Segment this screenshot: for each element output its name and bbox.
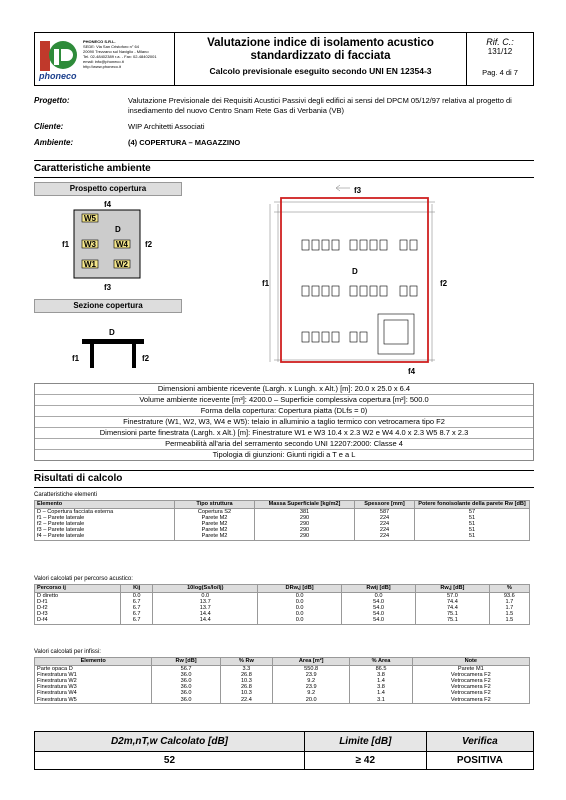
table-cell: 56.7 (152, 665, 220, 672)
company-block (35, 33, 175, 85)
ambient-line: Volume ambiente ricevente [m³]: 4200.0 – Superficie complessiva copertura [m²]: 500.0 (35, 395, 533, 406)
table-cell: 224 (355, 533, 415, 540)
table-cell: Copertura S2 (175, 508, 255, 515)
table-cell: 14.4 (153, 611, 258, 617)
table-cell: 26.8 (220, 684, 272, 690)
table-cell: 22.4 (220, 697, 272, 704)
table-cell: 9.2 (272, 678, 349, 684)
sezione-diagram (34, 313, 182, 369)
company-line: email: info@phoneco.it (83, 59, 124, 64)
sezione-title: Sezione copertura (34, 299, 182, 313)
table-cell: 587 (355, 508, 415, 515)
path-table (34, 584, 530, 625)
divider (34, 487, 534, 488)
label-f4: f4 (104, 200, 112, 209)
table-cell: 6.7 (120, 599, 152, 605)
table-cell: f1 – Parete laterale (35, 515, 175, 521)
section-label-d: D (109, 328, 115, 337)
table-cell: Vetrocamera F2 (412, 690, 529, 696)
table-cell: 0.0 (258, 599, 342, 605)
col-header: 10log(Ss/lo/lj) (153, 585, 258, 593)
cliente-label: Cliente: (34, 122, 64, 131)
table-cell: Vetrocamera F2 (412, 684, 529, 690)
table-cell: 14.4 (153, 617, 258, 624)
table-cell: 1.4 (350, 678, 412, 684)
cliente-value: WIP Architetti Associati (128, 122, 205, 131)
ambient-line: Dimensioni parte finestrata (Largh. x Alt.) [m]: Finestrature W1 e W3 10.4 x 2.3 W2 e W4 4.0 x 2.3 W5 8.7 x 2.3 (35, 428, 533, 439)
limite-value: ≥ 42 (304, 752, 426, 770)
table2-body (35, 592, 530, 624)
table-cell: 54.0 (341, 599, 415, 605)
table-cell: 3.8 (350, 684, 412, 690)
table2-caption: Valori calcolati per percorso acustico: (34, 576, 133, 582)
table-cell: D – Copertura facciata esterna (35, 508, 175, 515)
table-cell: 51 (415, 515, 530, 521)
verifica-value: POSITIVA (426, 752, 533, 770)
elev-label-d: D (352, 267, 358, 276)
table-cell: 381 (255, 508, 355, 515)
col-header: Potere fonoisolante della parete Rw [dB] (415, 501, 530, 509)
label-f3: f3 (104, 283, 112, 292)
table-cell: 0.0 (258, 617, 342, 624)
elev-label-f2: f2 (440, 279, 448, 288)
col-header: Area [m²] (272, 658, 349, 666)
final-result-table (34, 731, 534, 770)
table-cell: 57 (415, 508, 530, 515)
table-cell: 9.2 (272, 690, 349, 696)
table-cell: 10.3 (220, 678, 272, 684)
elev-label-f3: f3 (354, 186, 362, 195)
divider (34, 160, 534, 161)
table-cell: D-f2 (35, 605, 121, 611)
table-cell: Vetrocamera F2 (412, 678, 529, 684)
table-cell: f3 – Parete laterale (35, 527, 175, 533)
company-address (83, 39, 157, 69)
elev-label-f1: f1 (262, 279, 270, 288)
table-cell: 26.8 (220, 672, 272, 678)
col-header: DRw,j [dB] (258, 585, 342, 593)
col-header: Rw [dB] (152, 658, 220, 666)
table3-header (35, 658, 530, 666)
table-cell: 36.0 (152, 697, 220, 704)
col-header: % Rw (220, 658, 272, 666)
table-cell: 51 (415, 533, 530, 540)
table-cell: f4 – Parete laterale (35, 533, 175, 540)
table-cell: Finestratura W3 (35, 684, 152, 690)
table-cell: 224 (355, 527, 415, 533)
table-cell: 224 (355, 515, 415, 521)
table-cell: Parte opaca D (35, 665, 152, 672)
calcolato-value: 52 (35, 752, 305, 770)
company-line: Tel. 02-48402389 r.a. - Fax: 02-48402001 (83, 54, 157, 59)
col-header: Spessore [mm] (355, 501, 415, 509)
elevation-drawing (260, 182, 536, 378)
table-cell: f2 – Parete laterale (35, 521, 175, 527)
table-row (35, 697, 530, 704)
table-cell: 54.0 (341, 617, 415, 624)
col-header: Percorso ij (35, 585, 121, 593)
table-row (35, 665, 530, 672)
table-cell: 224 (355, 521, 415, 527)
table-cell: 23.9 (272, 672, 349, 678)
table-cell: 6.7 (120, 605, 152, 611)
company-line: http://www.phoneco.it (83, 64, 122, 69)
table-cell: Vetrocamera F2 (412, 697, 529, 704)
col-header: % (489, 585, 529, 593)
company-line: PHONECO S.R.L. (83, 39, 116, 44)
table-cell: Parete M2 (175, 527, 255, 533)
label-w3: W3 (84, 240, 96, 249)
table-cell: 86.5 (350, 665, 412, 672)
table-cell: Parete M2 (175, 515, 255, 521)
table-cell: 290 (255, 515, 355, 521)
limite-header: Limite [dB] (304, 732, 426, 752)
progetto-value: Valutazione Previsionale dei Requisiti Acustici Passivi degli edifici ai sensi del DPCM 05/12/97 relativa al progetto di insediamento del nuovo Centro Snam Rete Gas di Verbania (VB) (128, 96, 512, 115)
table-cell: Parete M2 (175, 521, 255, 527)
reference-block (467, 33, 533, 85)
table-cell: Finestratura W4 (35, 690, 152, 696)
table-cell: Vetrocamera F2 (412, 672, 529, 678)
table-cell: 36.0 (152, 690, 220, 696)
label-d: D (115, 225, 121, 234)
table-cell: 3.3 (220, 665, 272, 672)
table-cell: 6.7 (120, 617, 152, 624)
table-row (35, 533, 530, 540)
label-f1: f1 (62, 240, 70, 249)
table-cell: 13.7 (153, 605, 258, 611)
table-cell: Finestratura W2 (35, 678, 152, 684)
table-cell: 290 (255, 533, 355, 540)
table3-body (35, 665, 530, 703)
table-cell: 6.7 (120, 611, 152, 617)
table-cell: 10.3 (220, 690, 272, 696)
table-cell: 0.0 (341, 592, 415, 599)
col-header: Kij (120, 585, 152, 593)
progetto-label: Progetto: (34, 96, 70, 105)
table-cell: 290 (255, 527, 355, 533)
section-title-risultati: Risultati di calcolo (34, 473, 123, 484)
table-cell: 0.0 (120, 592, 152, 599)
table-cell: Parete M2 (175, 533, 255, 540)
table-cell: 3.8 (350, 672, 412, 678)
table-cell: Finestratura W5 (35, 697, 152, 704)
table1-caption: Caratteristiche elementi (34, 492, 98, 498)
table-cell: 36.0 (152, 672, 220, 678)
table-cell: 0.0 (258, 605, 342, 611)
table-row (35, 617, 530, 624)
ambiente-value: (4) COPERTURA – MAGAZZINO (128, 138, 241, 147)
section-title-ambiente: Caratteristiche ambiente (34, 163, 151, 174)
col-header: % Area (350, 658, 412, 666)
divider (34, 470, 534, 471)
table-cell: 36.0 (152, 684, 220, 690)
elements-table (34, 500, 530, 541)
table-cell: 93.6 (489, 592, 529, 599)
table-cell: 51 (415, 521, 530, 527)
label-w2: W2 (116, 260, 128, 269)
table-cell: 57.0 (416, 592, 490, 599)
ambient-line: Permeabilità all'aria del serramento secondo UNI 12207:2000: Classe 4 (35, 439, 533, 450)
label-w5: W5 (84, 214, 96, 223)
ambiente-label: Ambiente: (34, 138, 74, 147)
table-cell: 1.4 (350, 690, 412, 696)
table2-header (35, 585, 530, 593)
ref-value: 131/12 (487, 47, 513, 56)
table-cell: D-f1 (35, 599, 121, 605)
table-cell: 1.7 (489, 605, 529, 611)
col-header: Note (412, 658, 529, 666)
label-w4: W4 (116, 240, 128, 249)
table-cell: 1.5 (489, 617, 529, 624)
col-header: Tipo struttura (175, 501, 255, 509)
divider (34, 177, 534, 178)
document-header (34, 32, 534, 86)
table-cell: 74.4 (416, 605, 490, 611)
label-f2: f2 (145, 240, 153, 249)
section-label-f1: f1 (72, 354, 80, 363)
document-title (175, 33, 467, 85)
ambient-line: Finestrature (W1, W2, W3, W4 e W5): telaio in alluminio a taglio termico con vetrocamera tipo F2 (35, 417, 533, 428)
ambient-data (34, 383, 534, 461)
col-header: Massa Superficiale [kg/m2] (255, 501, 355, 509)
ambient-line: Tipologia di giunzioni: Giunti rigidi a T e a L (212, 450, 356, 459)
col-header: Rwij [dB] (341, 585, 415, 593)
table-cell: D-f3 (35, 611, 121, 617)
elev-label-f4: f4 (408, 367, 416, 376)
logo-name: phoneco (39, 71, 77, 81)
ambient-line: Dimensioni ambiente ricevente (Largh. x Lungh. x Alt.) [m]: 20.0 x 25.0 x 6.4 (35, 384, 533, 395)
table-row (35, 592, 530, 599)
ambient-line: Forma della copertura: Copertura piatta (DLfs = 0) (35, 406, 533, 417)
page-number: Pag. 4 di 7 (482, 68, 518, 77)
table-cell: 23.9 (272, 684, 349, 690)
table1-body (35, 508, 530, 540)
table-cell: 54.0 (341, 611, 415, 617)
table-cell: 75.1 (416, 617, 490, 624)
prospetto-diagram (34, 196, 182, 300)
table-row (35, 508, 530, 515)
prospetto-title: Prospetto copertura (34, 182, 182, 196)
table-cell: 0.0 (153, 592, 258, 599)
company-line: SEDE: Via San Cristoforo n° 64 (83, 44, 139, 49)
col-header: Rw,j [dB] (416, 585, 490, 593)
table-cell: 75.1 (416, 611, 490, 617)
table-cell: 74.4 (416, 599, 490, 605)
table-cell: D-f4 (35, 617, 121, 624)
table-cell: 36.0 (152, 678, 220, 684)
title-line-2: standardizzato di facciata (250, 50, 391, 62)
label-w1: W1 (84, 260, 96, 269)
verifica-header: Verifica (426, 732, 533, 752)
table-cell: 13.7 (153, 599, 258, 605)
col-header: Elemento (35, 658, 152, 666)
table-cell: 290 (255, 521, 355, 527)
col-header: Elemento (35, 501, 175, 509)
table-cell: 1.5 (489, 611, 529, 617)
table-cell: 51 (415, 527, 530, 533)
table-cell: 0.0 (258, 611, 342, 617)
project-info (34, 96, 534, 154)
table-cell: 20.0 (272, 697, 349, 704)
ref-label: Rif. C.: (486, 37, 514, 47)
table-cell: 0.0 (258, 592, 342, 599)
table-cell: 1.7 (489, 599, 529, 605)
document-subtitle: Calcolo previsionale eseguito secondo UNI EN 12354-3 (209, 66, 432, 76)
table-cell: 3.1 (350, 697, 412, 704)
table-cell: Parete M1 (412, 665, 529, 672)
table-cell: 54.0 (341, 605, 415, 611)
windows-table (34, 657, 530, 704)
calcolato-header: D2m,nT,w Calcolato [dB] (35, 732, 305, 752)
table-cell: 550.8 (272, 665, 349, 672)
table-cell: D diretto (35, 592, 121, 599)
company-line: 20090 Trezzano sul Naviglio - Milano (83, 49, 149, 54)
section-label-f2: f2 (142, 354, 150, 363)
title-line-1: Valutazione indice di isolamento acustico (207, 37, 434, 49)
table-cell: Finestratura W1 (35, 672, 152, 678)
table3-caption: Valori calcolati per infissi: (34, 649, 101, 655)
